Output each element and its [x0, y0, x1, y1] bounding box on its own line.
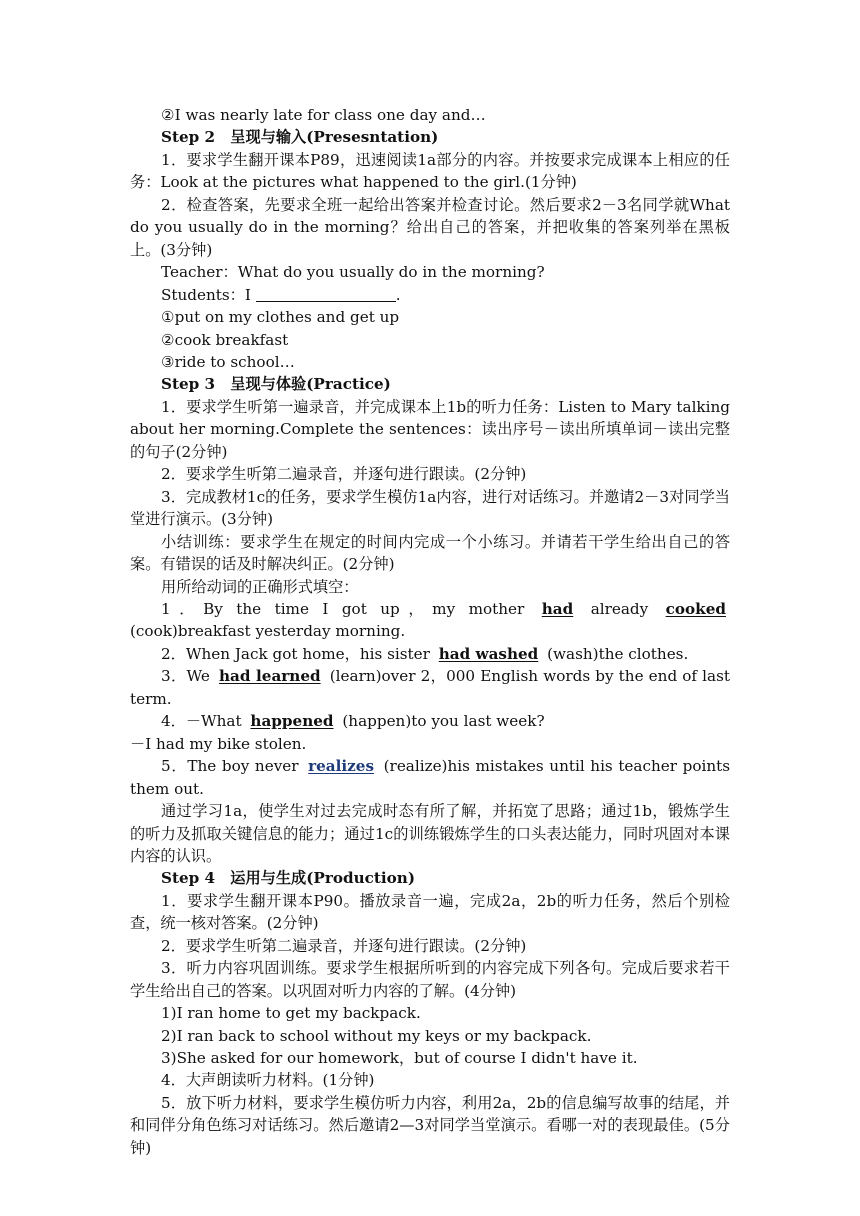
- students-label: Students：I: [161, 285, 256, 304]
- list-item: ③ride to school…: [161, 352, 295, 371]
- exercise-3: [130, 665, 730, 710]
- step-2-heading: Step 2 呈现与输入(Presesntation): [161, 128, 439, 147]
- answer: realizes: [308, 757, 375, 776]
- exercise-text: 2．When Jack got home，his sister: [161, 644, 435, 663]
- paragraph: 2．检查答案，先要求全班一起给出答案并检查讨论。然后要求2－3名同学就What do you usually do in the morning？给出自己的答案，并把收集的答案列举在黑板上。(3分钟): [130, 195, 730, 259]
- paragraph: 通过学习1a，使学生对过去完成时态有所了解，并拓宽了思路；通过1b，锻炼学生的听力及抓取关键信息的能力；通过1c的训练锻炼学生的口头表达能力，同时巩固对本课内容的认识。: [130, 802, 730, 865]
- paragraph: 3．完成教材1c的任务，要求学生模仿1a内容，进行对话练习。并邀请2－3对同学当堂进行演示。(3分钟): [130, 487, 730, 529]
- step-3-heading: Step 3 呈现与体验(Practice): [161, 375, 391, 394]
- exercise-text: 4．－What: [161, 712, 247, 731]
- paragraph: 3．听力内容巩固训练。要求学生根据所听到的内容完成下列各句。完成后要求若干学生给出自己的答案。以巩固对听力内容的了解。(4分钟): [130, 959, 730, 1000]
- exercise-1: [130, 598, 730, 643]
- paragraph: 小结训练：要求学生在规定的时间内完成一个小练习。并请若干学生给出自己的答案。有错误的话及时解决纠正。(2分钟): [130, 532, 730, 574]
- paragraph: 1．要求学生翻开课本P89，迅速阅读1a部分的内容。并按要求完成课本上相应的任务：Look at the pictures what happened to the girl.(1分钟): [130, 150, 730, 192]
- list-item: 1)I ran home to get my backpack.: [161, 1004, 421, 1023]
- paragraph: 用所给动词的正确形式填空：: [161, 577, 359, 596]
- step-4-heading: Step 4 运用与生成(Production): [161, 869, 416, 888]
- answer: cooked: [665, 599, 726, 618]
- document-page: [130, 104, 730, 1159]
- list-item: 2)I ran back to school without my keys or my backpack.: [161, 1026, 592, 1045]
- list-item: 3)She asked for our homework，but of course I didn't have it.: [161, 1049, 638, 1068]
- period: .: [395, 285, 401, 304]
- paragraph: 5．放下听力材料，要求学生模仿听力内容，利用2a，2b的信息编写故事的结尾，并和同伴分角色练习对话练习。然后邀请2—3对同学当堂演示。看哪一对的表现最佳。(5分钟): [130, 1093, 730, 1157]
- students-answer-line: [130, 284, 730, 306]
- text-line: Teacher：What do you usually do in the morning?: [161, 263, 545, 282]
- paragraph: 4．大声朗读听力材料。(1分钟): [161, 1071, 375, 1090]
- exercise-text: (cook)breakfast yesterday morning.: [130, 622, 406, 641]
- answer: had learned: [218, 667, 321, 686]
- paragraph: 2．要求学生听第二遍录音，并逐句进行跟读。(2分钟): [161, 465, 527, 484]
- exercise-4: [130, 710, 730, 732]
- answer-blank: [256, 287, 396, 302]
- exercise-4-reply: －I had my bike stolen.: [130, 734, 307, 753]
- exercise-text: 3．We: [161, 667, 215, 686]
- paragraph: 1．要求学生听第一遍录音，并完成课本上1b的听力任务：Listen to Mary talking about her morning.Complete the sentences：读出序号－读出所填单词－读出完整的句子(2分钟): [130, 397, 730, 461]
- exercise-text: already: [577, 599, 662, 618]
- exercise-5: [130, 755, 730, 800]
- exercise-text: 5．The boy never: [161, 757, 305, 776]
- answer: had: [541, 599, 574, 618]
- answer: happened: [250, 712, 334, 731]
- paragraph: 1．要求学生翻开课本P90。播放录音一遍，完成2a，2b的听力任务，然后个别检查，统一核对答案。(2分钟): [130, 891, 730, 933]
- list-item: ①put on my clothes and get up: [161, 308, 400, 327]
- list-item: ②cook breakfast: [161, 330, 289, 349]
- text-line: ②I was nearly late for class one day and…: [161, 106, 486, 124]
- exercise-text: (happen)to you last week?: [337, 712, 545, 731]
- paragraph: 2．要求学生听第二遍录音，并逐句进行跟读。(2分钟): [161, 936, 527, 955]
- exercise-2: [130, 643, 730, 665]
- exercise-text: (wash)the clothes.: [542, 644, 689, 663]
- exercise-text: (learn)over 2，000 English words by the end of last term.: [130, 667, 730, 708]
- exercise-text: 1．By the time I got up，my mother: [161, 599, 538, 618]
- answer: had washed: [438, 644, 539, 663]
- exercise-text: (realize)his mistakes until his teacher points them out.: [130, 757, 730, 798]
